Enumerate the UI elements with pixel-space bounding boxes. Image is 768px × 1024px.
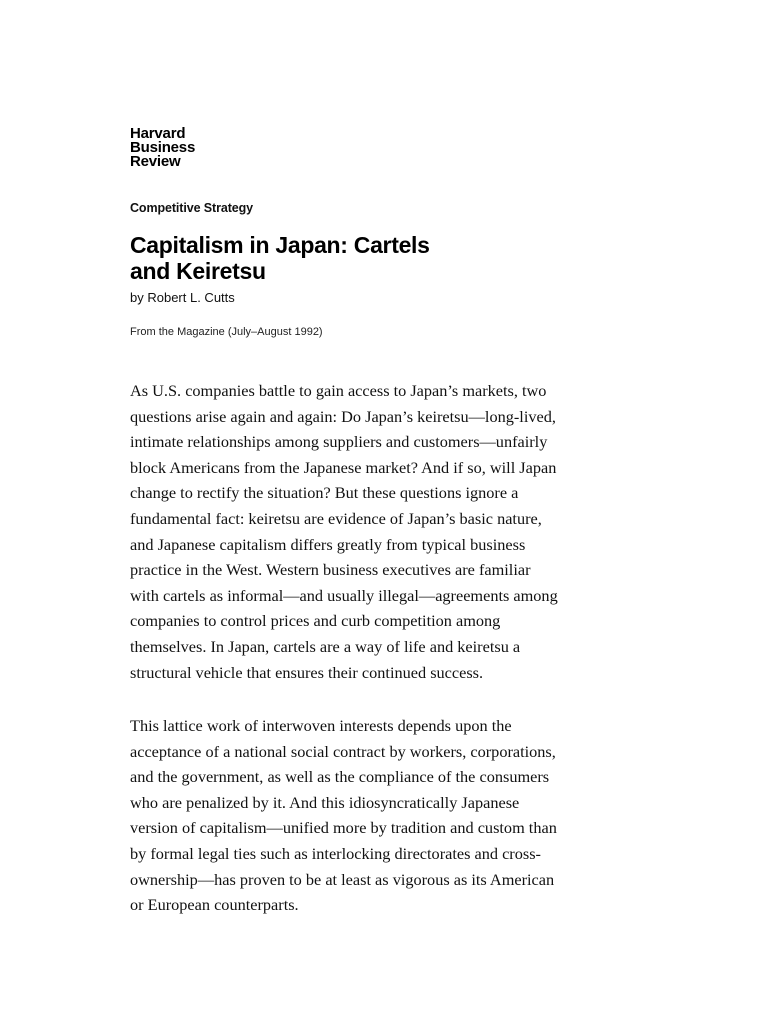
- text-line: and Japanese capitalism differs greatly from typical business: [130, 534, 526, 554]
- logo-line: Review: [130, 153, 181, 170]
- text-line: acceptance of a national social contract by workers, corporations,: [130, 741, 556, 761]
- text-line: change to rectify the situation? But these questions ignore a: [130, 483, 519, 503]
- text-line: themselves. In Japan, cartels are a way of life and keiretsu a: [130, 636, 521, 656]
- section-label[interactable]: Competitive Strategy: [130, 201, 254, 215]
- text-line: version of capitalism—unified more by tradition and custom than: [130, 818, 557, 838]
- text-line: As U.S. companies battle to gain access to Japan’s markets, two: [130, 381, 547, 400]
- paragraph-2: [130, 713, 650, 918]
- logo-line: Harvard: [130, 125, 186, 142]
- hbr-logo[interactable]: [130, 127, 195, 169]
- text-line: companies to control prices and curb competition among: [130, 611, 501, 631]
- title-line: and Keiretsu: [130, 258, 266, 284]
- text-line: structural vehicle that ensures their continued success.: [130, 662, 484, 682]
- text-line: ownership—has proven to be at least as vigorous as its American: [130, 869, 555, 889]
- text-line: who are penalized by it. And this idiosyncratically Japanese: [130, 792, 520, 812]
- text-line: and the government, as well as the compliance of the consumers: [130, 767, 550, 787]
- article-title: [130, 232, 430, 284]
- text-line: practice in the West. Western business executives are familiar: [130, 560, 531, 580]
- text-line: with cartels as informal—and usually illegal—agreements among: [130, 585, 558, 605]
- text-line: This lattice work of interwoven interests depends upon the: [130, 716, 512, 735]
- text-line: fundamental fact: keiretsu are evidence of Japan’s basic nature,: [130, 508, 542, 528]
- text-line: questions arise again and again: Do Japan’s keiretsu—long-lived,: [130, 406, 556, 426]
- text-line: block Americans from the Japanese market? And if so, will Japan: [130, 457, 557, 477]
- paragraph-1: [130, 378, 650, 685]
- text-line: intimate relationships among suppliers and customers—unfairly: [130, 432, 548, 452]
- logo-line: Business: [130, 139, 196, 156]
- text-line: or European counterparts.: [130, 895, 299, 915]
- author-byline: by Robert L. Cutts: [130, 290, 235, 305]
- title-line: Capitalism in Japan: Cartels: [130, 232, 430, 258]
- publication-source: From the Magazine (July–August 1992): [130, 326, 323, 338]
- text-line: by formal legal ties such as interlocking directorates and cross-: [130, 843, 541, 863]
